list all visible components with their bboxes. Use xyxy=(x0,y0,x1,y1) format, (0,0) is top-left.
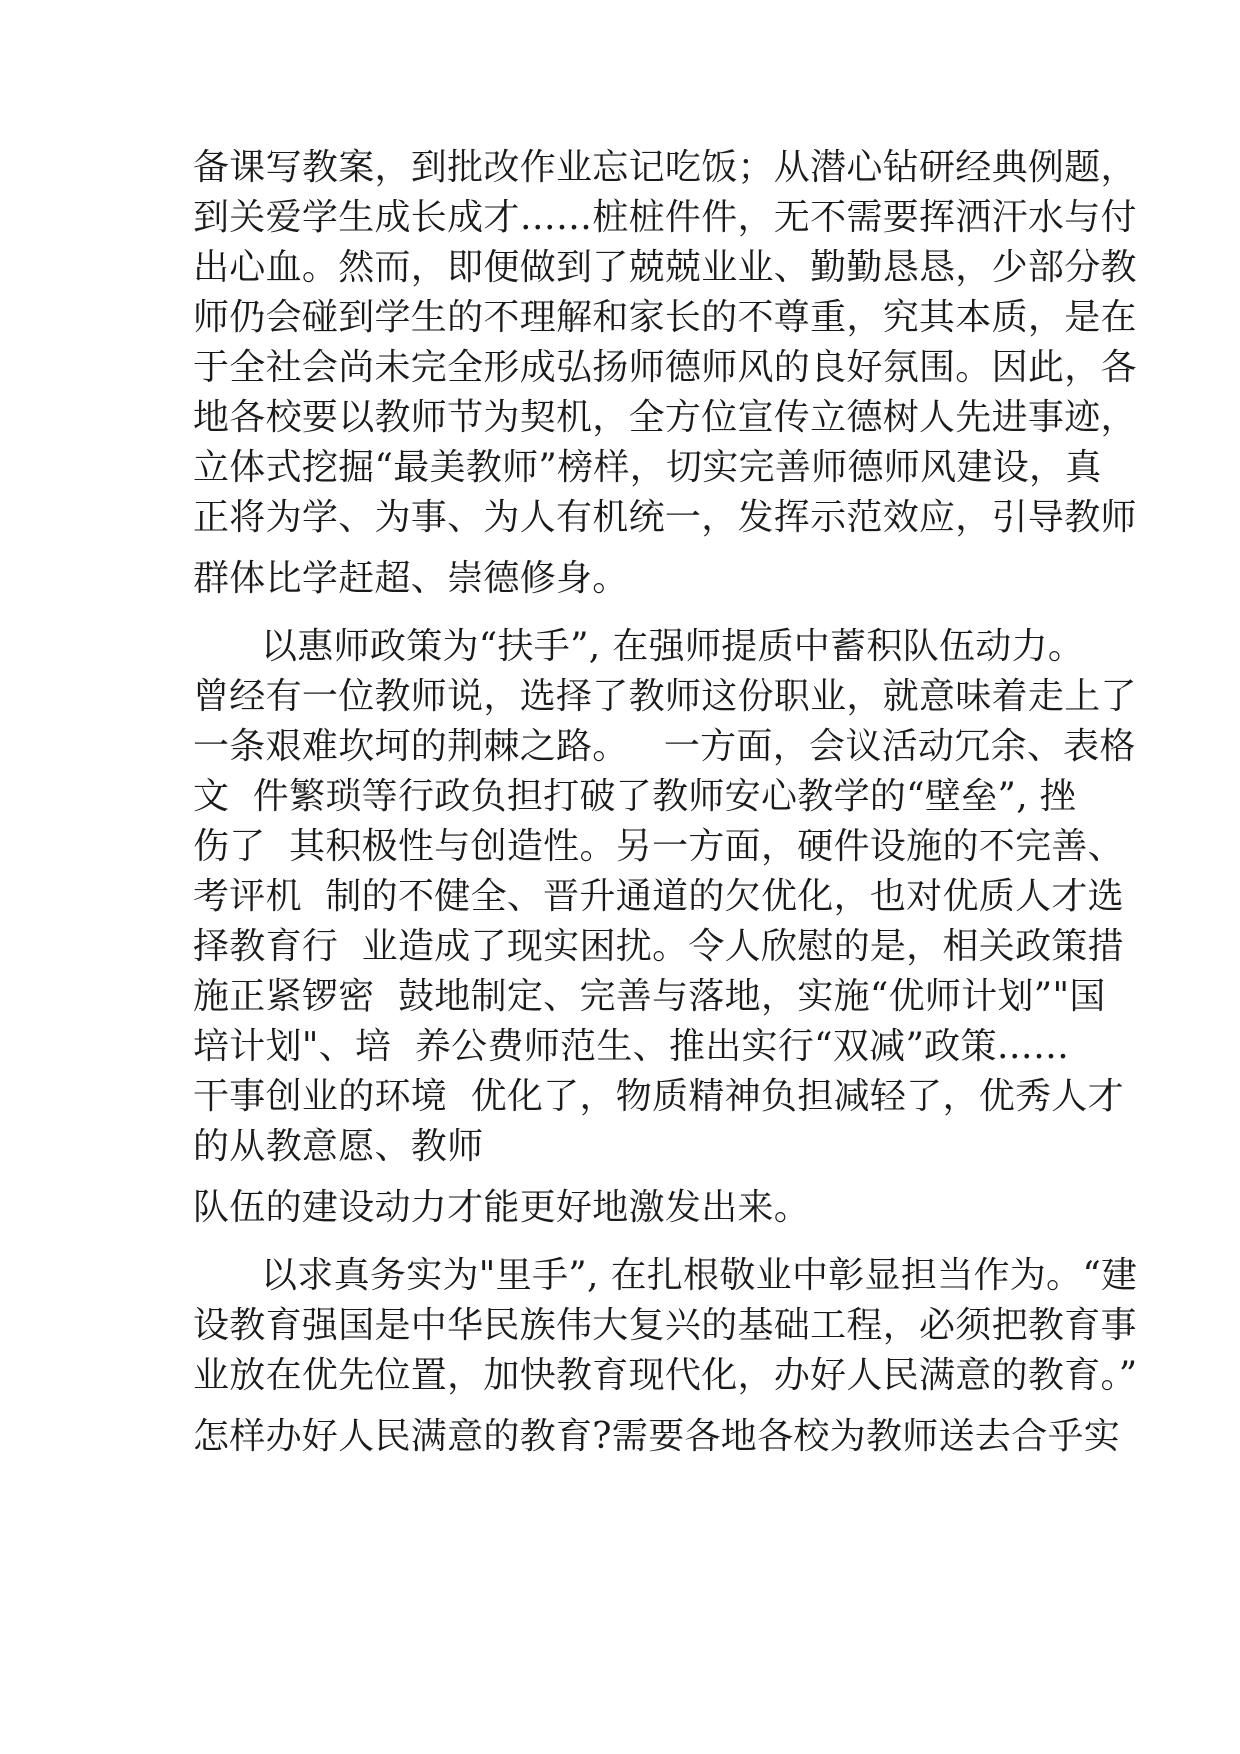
text-line: 立体式挖掘“最美教师”榜样，切实完善师德师风建设，真 xyxy=(193,447,1102,488)
text-line: 干事创业的环境 优化了，物质精神负担减轻了，优秀人才 xyxy=(193,1076,1124,1117)
text-line: 培计划"、培 养公费师范生、推出实行“双减”政策…… xyxy=(193,1026,1070,1067)
text-line: 于全社会尚未完全形成弘扬师德师风的良好氛围。因此，各 xyxy=(193,347,1137,388)
text-line: 备课写教案，到批改作业忘记吃饭；从潜心钻研经典例题， xyxy=(193,147,1137,188)
text-line: 出心血。然而，即便做到了兢兢业业、勤勤恳恳，少部分教 xyxy=(193,247,1137,288)
text-line: 文 件繁琐等行政负担打破了教师安心教学的“壁垒”, 挫 xyxy=(193,776,1076,817)
text-line: 曾经有一位教师说，选择了教师这份职业，就意味着走上了 xyxy=(193,676,1137,717)
text-line: 队伍的建设动力才能更好地激发出来。 xyxy=(193,1187,811,1228)
text-line: 师仍会碰到学生的不理解和家长的不尊重，究其本质，是在 xyxy=(193,297,1137,338)
text-line: 怎样办好人民满意的教育?需要各地各校为教师送去合乎实 xyxy=(193,1416,1121,1457)
text-line: 到关爱学生成长成才……桩桩件件，无不需要挥洒汗水与付 xyxy=(193,197,1137,238)
text-line: 以惠师政策为“扶手”, 在强师提质中蓄积队伍动力。 xyxy=(261,626,1085,667)
text-line: 一条艰难坎坷的荆棘之路。 一方面，会议活动冗余、表格 xyxy=(193,726,1136,767)
text-line: 伤了 其积极性与创造性。另一方面，硬件设施的不完善、 xyxy=(193,826,1124,867)
text-line: 群体比学赶超、崇德修身。 xyxy=(193,558,629,599)
text-line: 考评机 制的不健全、晋升通道的欠优化，也对优质人才选 xyxy=(193,876,1124,917)
text-line: 设教育强国是中华民族伟大复兴的基础工程，必须把教育事 xyxy=(193,1305,1137,1346)
text-line: 地各校要以教师节为契机，全方位宣传立德树人先进事迹， xyxy=(193,397,1137,438)
text-line: 正将为学、为事、为人有机统一，发挥示范效应，引导教师 xyxy=(193,497,1137,538)
text-line: 施正紧锣密 鼓地制定、完善与落地，实施“优师计划”"国 xyxy=(193,976,1106,1017)
text-line: 以求真务实为"里手”, 在扎根敬业中彰显担当作为。“建 xyxy=(261,1255,1138,1296)
text-line: 的从教意愿、教师 xyxy=(193,1126,484,1167)
text-line: 择教育行 业造成了现实困扰。令人欣慰的是，相关政策措 xyxy=(193,926,1124,967)
text-line: 业放在优先位置，加快教育现代化，办好人民满意的教育。” xyxy=(193,1355,1138,1396)
